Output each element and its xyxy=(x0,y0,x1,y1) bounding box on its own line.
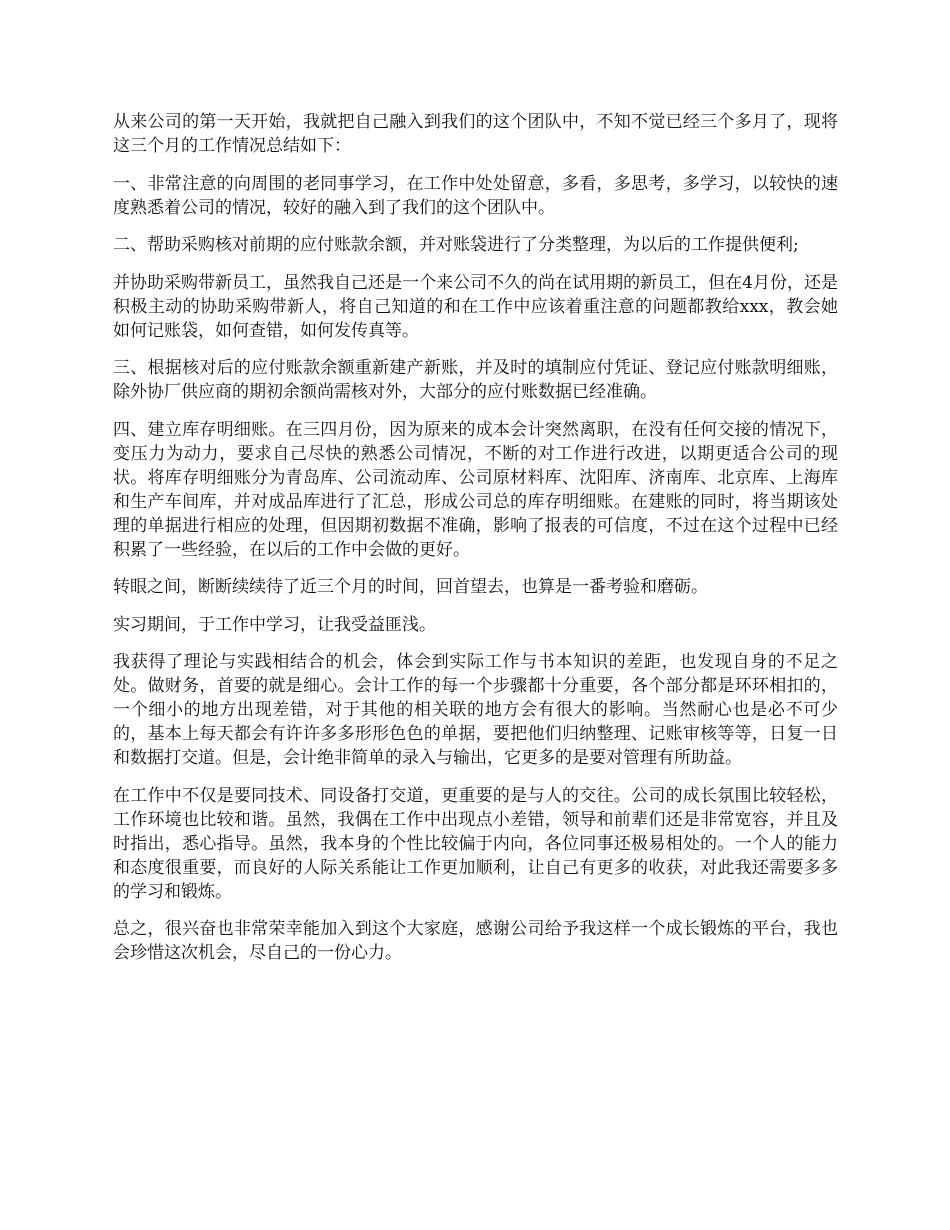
paragraph-conclusion: 总之，很兴奋也非常荣幸能加入到这个大家庭，感谢公司给予我这样一个成长锻炼的平台，我也会珍惜这次机会，尽自己的一份心力。 xyxy=(113,919,838,963)
paragraph-people: 在工作中不仅是要同技术、同设备打交道，更重要的是与人的交往。公司的成长氛围比较轻松，工作环境也比较和谐。虽然，我偶在工作中出现点小差错，领导和前辈们还是非常宽容，并且及时指出，悉心指导。虽然，我本身的个性比较偏于内向，各位同事还极易相处的。一个人的能力和态度很重要，而良好的人际关系能让工作更加顺利，让自己有更多的收获，对此我还需要多多的学习和锻炼。 xyxy=(113,785,838,902)
paragraph-reflection: 转眼之间，断断续续待了近三个月的时间，回首望去，也算是一番考验和磨砺。 xyxy=(113,577,708,597)
paragraph-intro: 从来公司的第一天开始，我就把自己融入到我们的这个团队中，不知不觉已经三个多月了，现将这三个月的工作情况总结如下： xyxy=(113,112,838,156)
paragraph-item-4: 四、建立库存明细账。在三四月份，因为原来的成本会计突然离职，在没有任何交接的情况下，变压力为动力，要求自己尽快的熟悉公司情况，不断的对工作进行改进，以期更适合公司的现状。将库存明细账分为青岛库、公司流动库、公司原材料库、沈阳库、济南库、北京库、上海库和生产车间库，并对成品库进行了汇总，形成公司总的库存明细账。在建账的同时，将当期该处理的单据进行相应的处理，但因期初数据不准确，影响了报表的可信度，不过在这个过程中已经积累了一些经验，在以后的工作中会做的更好。 xyxy=(113,419,838,560)
document-body xyxy=(113,110,838,965)
paragraph-lessons: 我获得了理论与实践相结合的机会，体会到实际工作与书本知识的差距，也发现自身的不足之处。做财务，首要的就是细心。会计工作的每一个步骤都十分重要，各个部分都是环环相扣的，一个细小的地方出现差错，对于其他的相关联的地方会有很大的影响。当然耐心也是必不可少的，基本上每天都会有许许多多形形色色的单据，要把他们归纳整理、记账审核等等，日复一日和数据打交道。但是，会计绝非简单的录入与输出，它更多的是要对管理有所助益。 xyxy=(113,652,838,768)
paragraph-item-2: 二、帮助采购核对前期的应付账款余额，并对账袋进行了分类整理，为以后的工作提供便利; xyxy=(113,235,799,255)
paragraph-item-1: 一、非常注意的向周围的老同事学习，在工作中处处留意，多看，多思考，多学习，以较快的速度熟悉着公司的情况，较好的融入到了我们的这个团队中。 xyxy=(113,173,838,218)
paragraph-internship: 实习期间，于工作中学习，让我受益匪浅。 xyxy=(113,614,436,635)
paragraph-item-3: 三、根据核对后的应付账款余额重新建产新账，并及时的填制应付凭证、登记应付账款明细账，除外协厂供应商的期初余额尚需核对外，大部分的应付账数据已经准确。 xyxy=(113,358,838,402)
paragraph-item-2-detail: 并协助采购带新员工，虽然我自己还是一个来公司不久的尚在试用期的新员工，但在4月份，还是积极主动的协助采购带新人，将自己知道的和在工作中应该着重注意的问题都教给xxx，教会她如何记账袋，如何查错，如何发传真等。 xyxy=(113,272,838,341)
